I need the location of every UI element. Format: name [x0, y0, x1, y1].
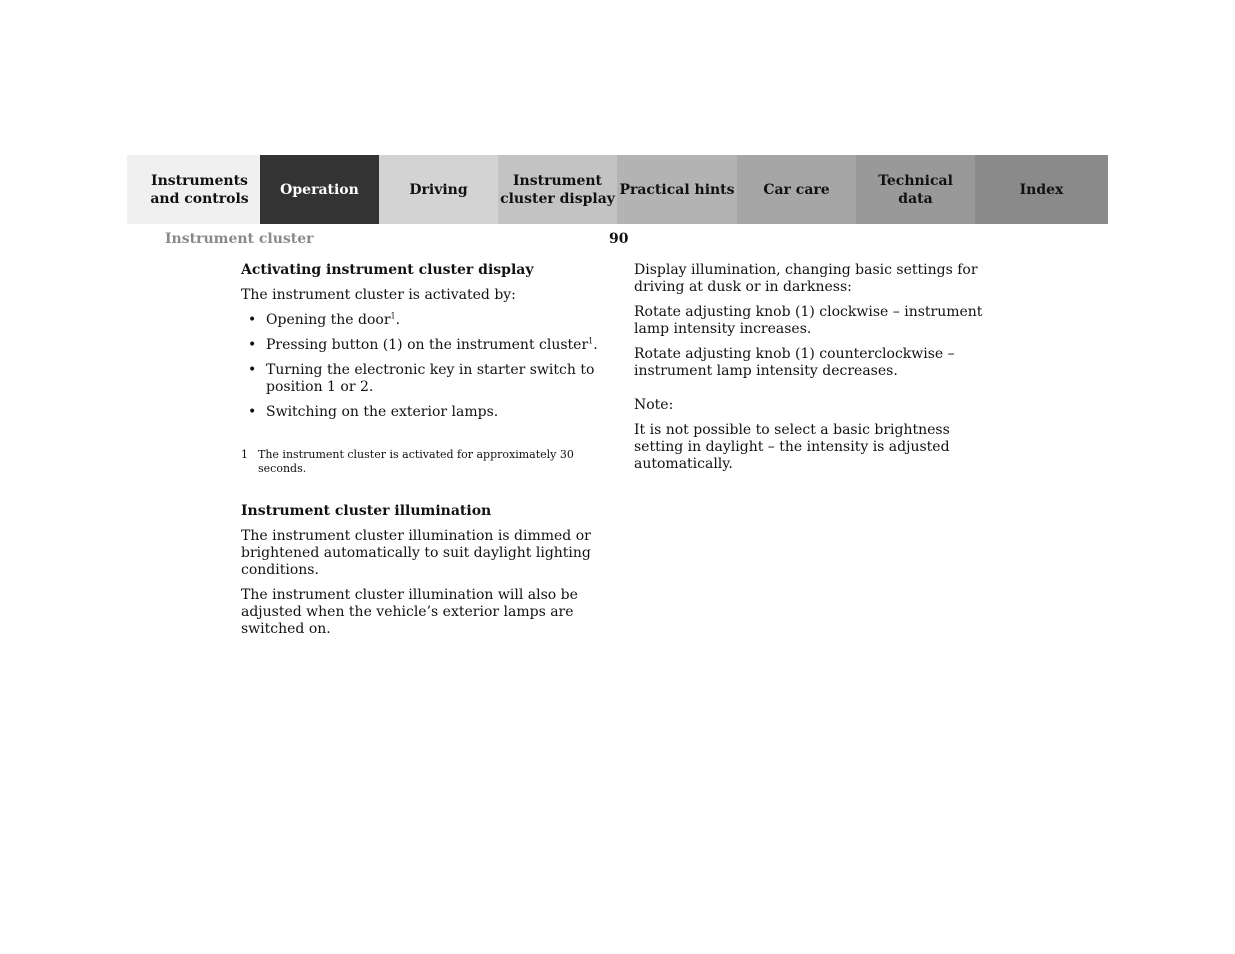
- note-label: Note:: [634, 397, 674, 413]
- illumination-paragraph-2: The instrument cluster illumination will also be adjusted when the vehicle’s exterior lamps are switched on.: [241, 587, 578, 637]
- list-item: [241, 404, 606, 421]
- list-item-text: Turning the electronic key in starter switch to position 1 or 2.: [266, 362, 595, 395]
- activating-heading: Activating instrument cluster display: [241, 262, 534, 278]
- bullet-icon: •: [248, 362, 257, 378]
- tab-technical-data[interactable]: Technical data: [856, 155, 975, 224]
- list-item-text: Switching on the exterior lamps.: [266, 404, 499, 420]
- bullet-icon: •: [248, 404, 257, 420]
- left-column: [241, 262, 606, 646]
- tab-practical-hints[interactable]: Practical hints: [617, 155, 737, 224]
- illumination-paragraph-1: The instrument cluster illumination is dimmed or brightened automatically to suit daylight lighting conditions.: [241, 528, 591, 578]
- footnote-text: The instrument cluster is activated for approximately 30 seconds.: [258, 448, 574, 475]
- list-item-suffix: .: [395, 312, 401, 328]
- chapter-tab-bar: [127, 155, 1108, 224]
- knob-counterclockwise-instruction: Rotate adjusting knob (1) counterclockwise – instrument lamp intensity decreases.: [634, 346, 955, 379]
- section-title: Instrument cluster: [165, 231, 314, 247]
- bullet-icon: •: [248, 337, 257, 353]
- footnote: [241, 448, 606, 476]
- tab-index[interactable]: Index: [975, 155, 1108, 224]
- page-number: 90: [609, 231, 629, 247]
- tab-operation[interactable]: Operation: [260, 155, 379, 224]
- activating-intro: The instrument cluster is activated by:: [241, 287, 516, 303]
- activation-list: [241, 312, 606, 421]
- footnote-ref[interactable]: 1: [588, 336, 594, 346]
- knob-clockwise-instruction: Rotate adjusting knob (1) clockwise – instrument lamp intensity increases.: [634, 304, 983, 337]
- tab-instrument-cluster-display[interactable]: Instrument cluster display: [498, 155, 617, 224]
- list-item: [241, 362, 606, 396]
- tab-instruments-and-controls[interactable]: Instruments and controls: [127, 155, 260, 224]
- bullet-icon: •: [248, 312, 257, 328]
- illumination-section: [241, 503, 606, 638]
- list-item: [241, 337, 606, 354]
- illumination-heading: Instrument cluster illumination: [241, 503, 492, 519]
- footnote-ref[interactable]: 1: [390, 311, 396, 321]
- right-column: [634, 262, 999, 481]
- note-text: It is not possible to select a basic brightness setting in daylight – the intensity is adjusted automatically.: [634, 422, 950, 472]
- list-item-suffix: .: [593, 337, 598, 353]
- display-illumination-intro: Display illumination, changing basic settings for driving at dusk or in darkness:: [634, 262, 978, 295]
- list-item-text: Pressing button (1) on the instrument cluster: [266, 337, 589, 353]
- tab-driving[interactable]: Driving: [379, 155, 498, 224]
- list-item: [241, 312, 606, 329]
- tab-car-care[interactable]: Car care: [737, 155, 856, 224]
- footnote-number: 1: [241, 448, 248, 461]
- list-item-text: Opening the door: [266, 312, 391, 328]
